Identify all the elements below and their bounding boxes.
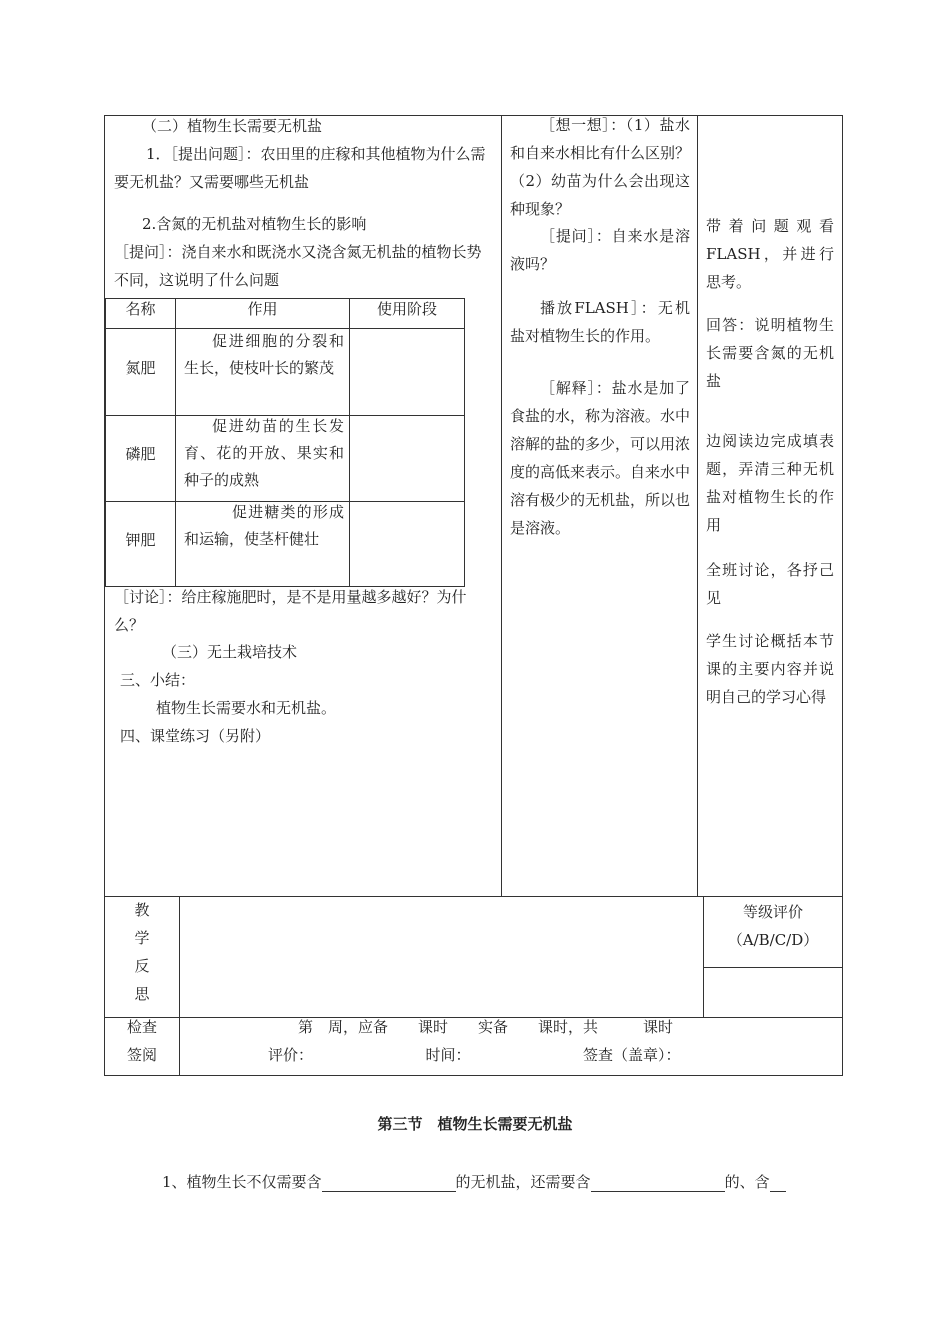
column-divider xyxy=(697,115,698,896)
q1-part-a: 1、植物生长不仅需要含 xyxy=(162,1173,322,1191)
middle-ask-paragraph: ［提问］：自来水是溶液吗？ xyxy=(510,227,690,273)
student-activity-4: 全班讨论，各抒己见 xyxy=(706,561,834,607)
reflection-label-char: 反 xyxy=(134,957,150,975)
flash-paragraph: 播放FLASH］：无机盐对植物生长的作用。 xyxy=(510,299,690,345)
student-activity-5: 学生讨论概括本节课的主要内容并说明自己的学习心得 xyxy=(706,632,834,706)
student-activity-3: 边阅读边完成填表题，弄清三种无机盐对植物生长的作用 xyxy=(706,432,834,534)
ask-paragraph: ［提问］：浇自来水和既浇水又浇含氮无机盐的植物长势不同，这说明了什么问题 xyxy=(114,243,482,289)
summary-title: 三、小结： xyxy=(120,671,196,689)
fert-header-effect: 作用 xyxy=(247,300,278,318)
student-activity-1: 带着问题观看FLASH，并进行思考。 xyxy=(706,217,834,291)
explain-paragraph: ［解释］：盐水是加了食盐的水，称为溶液。水中溶解的盐的多少，可以用浓度的高低来表示。自来水中溶有极少的无机盐，所以也是溶液。 xyxy=(510,379,691,537)
grade-input-area[interactable] xyxy=(704,968,842,1017)
discussion-paragraph: ［讨论］：给庄稼施肥时，是不是用量越多越好？为什么？ xyxy=(114,588,467,634)
summary-text: 植物生长需要水和无机盐。 xyxy=(156,699,337,717)
grade-label: 等级评价 xyxy=(742,903,803,921)
exercise-title: 第三节 植物生长需要无机盐 xyxy=(377,1115,573,1133)
fert-header-stage: 使用阶段 xyxy=(376,300,437,318)
reflection-label-char: 学 xyxy=(134,929,150,947)
fert-name-cell: 磷肥 xyxy=(125,445,156,463)
practice-line: 四、课堂练习（另附） xyxy=(120,727,271,745)
section-heading-2: （二）植物生长需要无机盐 xyxy=(142,117,323,135)
q1-blank[interactable] xyxy=(591,1175,725,1192)
check-line-2: 评价： 时间： 签查（盖章）： xyxy=(268,1046,681,1064)
q1-blank[interactable] xyxy=(322,1175,456,1192)
fert-header-name: 名称 xyxy=(125,300,156,318)
q1-part-b: 的无机盐，还需要含 xyxy=(455,1173,591,1191)
q1-part-c: 的、含 xyxy=(724,1173,770,1191)
section-heading-3: （三）无土栽培技术 xyxy=(162,643,298,661)
column-divider xyxy=(501,115,502,896)
check-line-1: 第 周，应备 课时 实备 课时，共 课时 xyxy=(298,1018,674,1036)
reflection-content-area[interactable] xyxy=(180,897,703,1017)
fert-table-col-line xyxy=(175,298,176,586)
exercise-question-1 xyxy=(162,1172,786,1192)
question-2: 2.含氮的无机盐对植物生长的影响 xyxy=(142,215,367,233)
fert-effect-cell: 促进幼苗的生长发育、花的开放、果实和种子的成熟 xyxy=(184,417,344,489)
grade-options: （A/B/C/D） xyxy=(727,931,819,949)
fert-table-col-line xyxy=(464,298,465,586)
fert-effect-cell: 促进细胞的分裂和生长，使枝叶长的繁茂 xyxy=(184,332,344,377)
student-activity-2: 回答：说明植物生长需要含氮的无机盐 xyxy=(706,316,834,390)
fert-table-col-line xyxy=(349,298,350,586)
question-1: 1．［提出问题］：农田里的庄稼和其他植物为什么需要无机盐？又需要哪些无机盐 xyxy=(114,145,486,191)
fert-name-cell: 氮肥 xyxy=(125,359,156,377)
fert-effect-cell: 促进糖类的形成和运输，使茎杆健壮 xyxy=(184,503,344,548)
fert-name-cell: 钾肥 xyxy=(125,531,156,549)
check-label: 检查 xyxy=(126,1018,157,1036)
think-paragraph: ［想一想］：（1）盐水和自来水相比有什么区别？（2）幼苗为什么会出现这种现象？ xyxy=(510,116,691,218)
table-bottom-border xyxy=(104,1075,843,1076)
reflection-label-char: 思 xyxy=(134,985,150,1003)
reflection-label-char: 教 xyxy=(134,901,150,919)
q1-blank[interactable] xyxy=(770,1175,786,1192)
check-label: 签阅 xyxy=(126,1046,157,1064)
table-right-border xyxy=(842,115,843,1076)
